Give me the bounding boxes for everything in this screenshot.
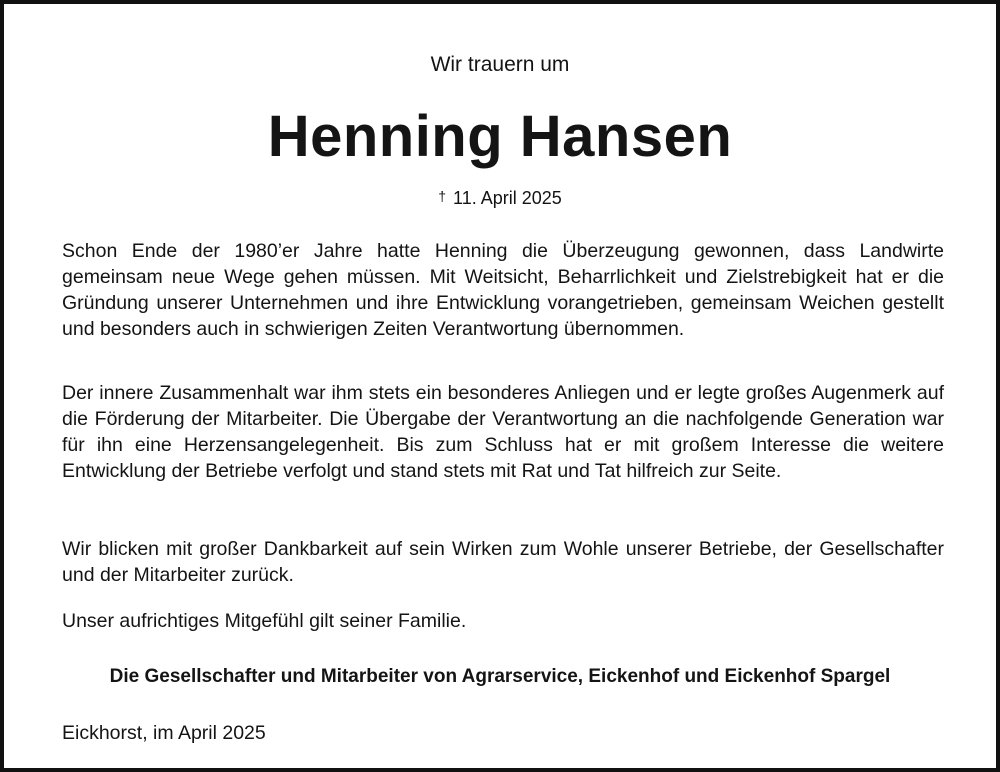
cross-icon: †	[438, 188, 447, 204]
death-date-line	[4, 184, 996, 210]
paragraph-3: Wir blicken mit großer Dankbarkeit auf sein Wirken zum Wohle unserer Betriebe, der Gesellschafter und der Mitarbeiter zurück.	[62, 538, 944, 586]
death-date: 11. April 2025	[453, 188, 562, 208]
signers: Die Gesellschafter und Mitarbeiter von Agrarservice, Eickenhof und Eickenhof Spargel	[109, 666, 891, 687]
paragraph-4: Unser aufrichtiges Mitgefühl gilt seiner Familie.	[62, 610, 467, 632]
place-date: Eickhorst, im April 2025	[62, 722, 266, 744]
paragraph-2: Der innere Zusammenhalt war ihm stets ein besonderes Anliegen und er legte großes Augenmerk auf die Förderung der Mitarbeiter. Die Übergabe der Verantwortung an die nachfolgende Generation war für ihn eine Herzensangelegenheit. Bis zum Schluss hat er mit großem Interesse die weitere Entwicklung der Betriebe verfolgt und stand stets mit Rat und Tat hilfreich zur Seite.	[62, 382, 944, 482]
deceased-name: Henning Hansen	[267, 104, 733, 169]
intro-text: Wir trauern um	[430, 53, 570, 76]
paragraph-1: Schon Ende der 1980’er Jahre hatte Henning die Überzeugung gewonnen, dass Landwirte gemeinsam neue Wege gehen müssen. Mit Weitsicht, Beharrlichkeit und Zielstrebigkeit hat er die Gründung unserer Unternehmen und ihre Entwicklung vorangetrieben, gemeinsam Weichen gestellt und besonders auch in schwierigen Zeiten Verantwortung übernommen.	[62, 240, 944, 340]
